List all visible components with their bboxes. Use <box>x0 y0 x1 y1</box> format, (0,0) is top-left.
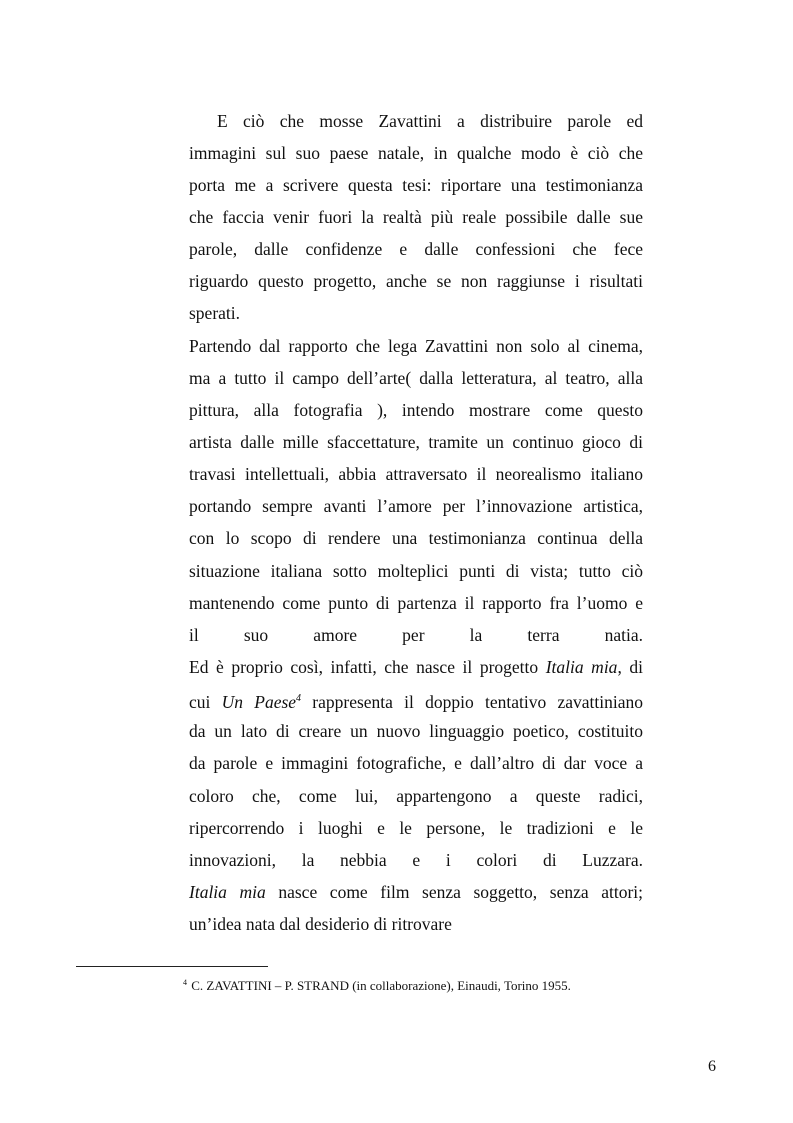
line19-pre: cui <box>189 692 222 712</box>
footnote-mark: 4 <box>183 978 187 987</box>
body-line-25 <box>189 882 643 904</box>
body-line-21: da parole e immagini fotografiche, e dall’altro di dar voce a <box>189 753 643 773</box>
body-line-24: innovazioni, la nebbia e i colori di Luzzara. <box>189 850 643 870</box>
italic-title-un-paese: Un Paese <box>221 692 297 712</box>
body-line-8: Partendo dal rapporto che lega Zavattini non solo al cinema, <box>189 336 643 356</box>
body-line-12: travasi intellettuali, abbia attraversato il neorealismo italiano <box>189 464 643 484</box>
line25-post: nasce come film senza soggetto, senza attori; <box>265 882 643 902</box>
italic-title-italia-mia-2: Italia mia <box>189 882 266 902</box>
line18-pre: Ed è proprio così, infatti, che nasce il progetto <box>189 657 546 677</box>
body-line-18 <box>189 657 643 679</box>
footnote-reference[interactable]: 4 <box>296 693 302 704</box>
body-line-7: sperati. <box>189 303 241 323</box>
body-line-1: E ciò che mosse Zavattini a distribuire parole ed <box>217 111 643 131</box>
body-line-13: portando sempre avanti l’amore per l’innovazione artistica, <box>189 496 643 516</box>
italic-title-italia-mia: Italia mia <box>545 657 618 677</box>
body-line-16: mantenendo come punto di partenza il rapporto fra l’uomo e <box>189 593 643 613</box>
body-line-9: ma a tutto il campo dell’arte( dalla letteratura, al teatro, alla <box>189 368 643 388</box>
body-line-20: da un lato di creare un nuovo linguaggio poetico, costituito <box>189 721 643 741</box>
body-line-14: con lo scopo di rendere una testimonianza continua della <box>189 528 643 548</box>
body-line-17: il suo amore per la terra natia. <box>189 625 643 645</box>
body-line-22: coloro che, come lui, appartengono a queste radici, <box>189 786 643 806</box>
page-number: 6 <box>708 1058 716 1075</box>
body-line-10: pittura, alla fotografia ), intendo mostrare come questo <box>189 400 643 420</box>
body-line-19 <box>189 689 643 711</box>
body-line-23: ripercorrendo i luoghi e le persone, le tradizioni e le <box>189 818 643 838</box>
body-line-6: riguardo questo progetto, anche se non raggiunse i risultati <box>189 271 643 291</box>
footnote-divider <box>76 966 268 967</box>
footnote <box>183 975 571 994</box>
body-line-26: un’idea nata dal desiderio di ritrovare <box>189 914 452 934</box>
body-line-5: parole, dalle confidenze e dalle confessioni che fece <box>189 239 643 259</box>
body-line-11: artista dalle mille sfaccettature, tramite un continuo gioco di <box>189 432 643 452</box>
body-line-4: che faccia venir fuori la realtà più reale possibile dalle sue <box>189 207 643 227</box>
line19-post: rappresenta il doppio tentativo zavattiniano <box>301 692 643 712</box>
footnote-text: C. ZAVATTINI – P. STRAND (in collaborazione), Einaudi, Torino 1955. <box>191 978 571 993</box>
body-line-2: immagini sul suo paese natale, in qualche modo è ciò che <box>189 143 643 163</box>
body-line-3: porta me a scrivere questa tesi: riportare una testimonianza <box>189 175 643 195</box>
line18-post: , di <box>617 657 643 677</box>
body-line-15: situazione italiana sotto molteplici punti di vista; tutto ciò <box>189 561 643 581</box>
